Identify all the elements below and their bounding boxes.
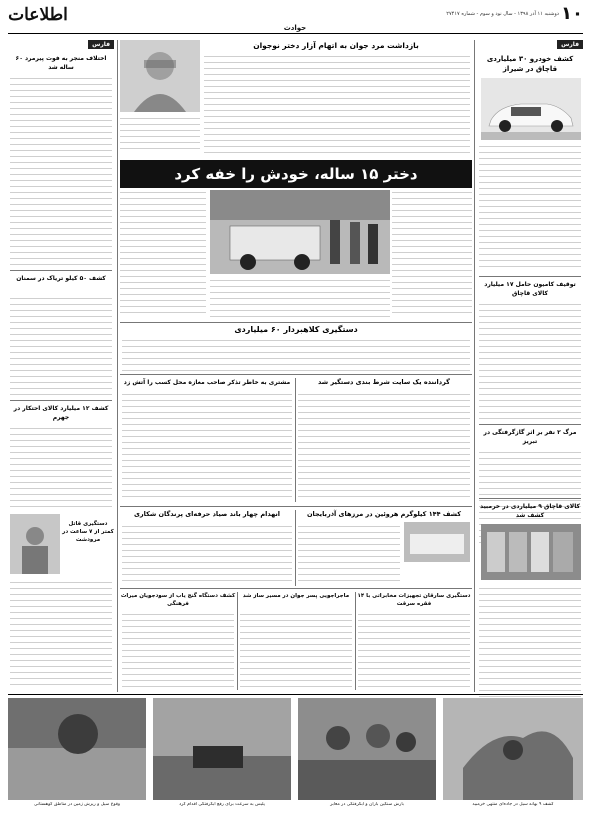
newspaper-logo: اطلاعات xyxy=(8,5,68,25)
headline: اختلاف منجر به فوت پیرمرد ۶۰ ساله شد xyxy=(15,55,107,71)
column-divider xyxy=(474,40,475,692)
article-body xyxy=(122,524,292,586)
right-column xyxy=(477,40,583,770)
headline: کشف ۵۰ کیلو تریاک در سمنان xyxy=(16,275,106,282)
news-photo-3 xyxy=(153,698,291,800)
headline: مرگ ۲ نفر بر اثر گازگرفتگی در تبریز xyxy=(483,429,577,445)
photo-strip-rule xyxy=(8,694,583,695)
article-body xyxy=(298,524,400,586)
car-photo xyxy=(481,78,581,140)
left-column xyxy=(8,40,114,692)
article-body xyxy=(358,612,470,690)
masthead xyxy=(0,0,591,34)
police-photo xyxy=(210,190,390,274)
divider xyxy=(479,424,581,425)
column-divider xyxy=(355,592,356,690)
divider xyxy=(120,506,472,507)
article-body xyxy=(120,116,200,154)
headline: کشف ۱۲ میلیارد کالای احتکار در جهرم xyxy=(13,405,109,421)
article-body xyxy=(122,392,292,502)
divider xyxy=(479,498,581,499)
article-body xyxy=(392,190,472,318)
banner-story xyxy=(120,190,472,320)
banner-headline: دختر ۱۵ ساله، خودش را خفه کرد xyxy=(120,160,472,188)
headline: ماجراجویی پسر جوان در مسیر ساز شد xyxy=(242,593,350,599)
divider xyxy=(10,400,112,401)
news-photo-1 xyxy=(443,698,583,800)
headline: گرداننده یک سایت شرط بندی دستگیر شد xyxy=(318,378,450,386)
column-divider xyxy=(295,378,296,502)
headline: کالای قاچاق ۹ میلیاردی در خرمبید کشف شد xyxy=(480,503,580,519)
headline: دستگیری قاتل کمتر از ۷ ساعت در مرودشت xyxy=(62,521,114,543)
date-line: دوشنبه ۱۱ آذر ۱۳۹۸ - سال نود و سوم - شماره ۲۷۴۱۷ xyxy=(446,11,559,17)
headline: کشف دستگاه گنج یاب از سودجویان میراث فرهنگی xyxy=(120,593,236,607)
article-body xyxy=(10,76,112,266)
divider xyxy=(10,270,112,271)
section-title: حوادث xyxy=(283,24,307,32)
article-body xyxy=(122,612,234,690)
photo-strip xyxy=(8,698,583,816)
photo-caption: پلیس به سرعت برای رفع آبگرفتگی اقدام کرد xyxy=(179,802,265,807)
article-body xyxy=(10,426,112,510)
column-divider xyxy=(237,592,238,690)
column-divider xyxy=(295,510,296,586)
news-photo-4 xyxy=(8,698,146,800)
divider xyxy=(479,276,581,277)
headline: دستگیری سارقان تجهیزات مخابراتی با ۱۴ فقره سرقت xyxy=(357,593,471,607)
headline: دستگیری کلاهبردار ۶۰ میلیاردی xyxy=(234,325,358,334)
article-body xyxy=(298,392,470,502)
article-body xyxy=(204,54,470,154)
headline: مشتری به خاطر تذکر صاحب مغازه محل کسب را آتش زد xyxy=(123,379,291,386)
headline: توقیف کامیون حامل ۱۷ میلیارد کالای قاچاق xyxy=(484,281,576,297)
article-body xyxy=(120,190,206,318)
article-body xyxy=(210,278,390,318)
masthead-rule xyxy=(8,33,583,34)
article-body xyxy=(479,144,581,272)
article-body xyxy=(240,612,352,690)
headline: بازداشت مرد جوان به اتهام آزار دختر نوجوان xyxy=(253,41,419,50)
divider xyxy=(120,588,472,589)
goods-photo xyxy=(481,524,581,580)
crime-photo xyxy=(10,514,60,574)
column-tag: فارس xyxy=(88,40,114,49)
divider xyxy=(120,322,472,323)
photo-caption: بارش سنگین باران و آبگرفتگی در معابر xyxy=(330,802,404,807)
drugs-photo xyxy=(404,522,470,562)
divider xyxy=(120,374,472,375)
article-body xyxy=(10,296,112,396)
photo-caption: وقوع سیل و ریزش زمین در مناطق کوهستانی xyxy=(33,802,121,807)
article-body xyxy=(122,338,470,372)
article-body xyxy=(10,580,112,690)
headline: کشف ۱۴۴ کیلوگرم هروئین در مرزهای آذربایجان xyxy=(306,510,461,518)
column-tag: فارس xyxy=(557,40,583,49)
column-divider xyxy=(117,40,118,692)
article-body xyxy=(479,302,581,420)
headline: انهدام چهار باند صیاد حرفه‌ای پرندگان شکاری xyxy=(133,510,281,518)
news-photo-2 xyxy=(298,698,436,800)
top-story xyxy=(120,40,472,158)
headline: کشف خودرو ۳۰ میلیاردی قاچاق در شیراز xyxy=(486,55,574,73)
girl-photo xyxy=(120,40,200,112)
photo-caption: کشف ۹ بهانه سیل در جاده‌ای منتهی خرمبید xyxy=(472,802,554,807)
page-number: ۱۰ xyxy=(561,3,583,24)
